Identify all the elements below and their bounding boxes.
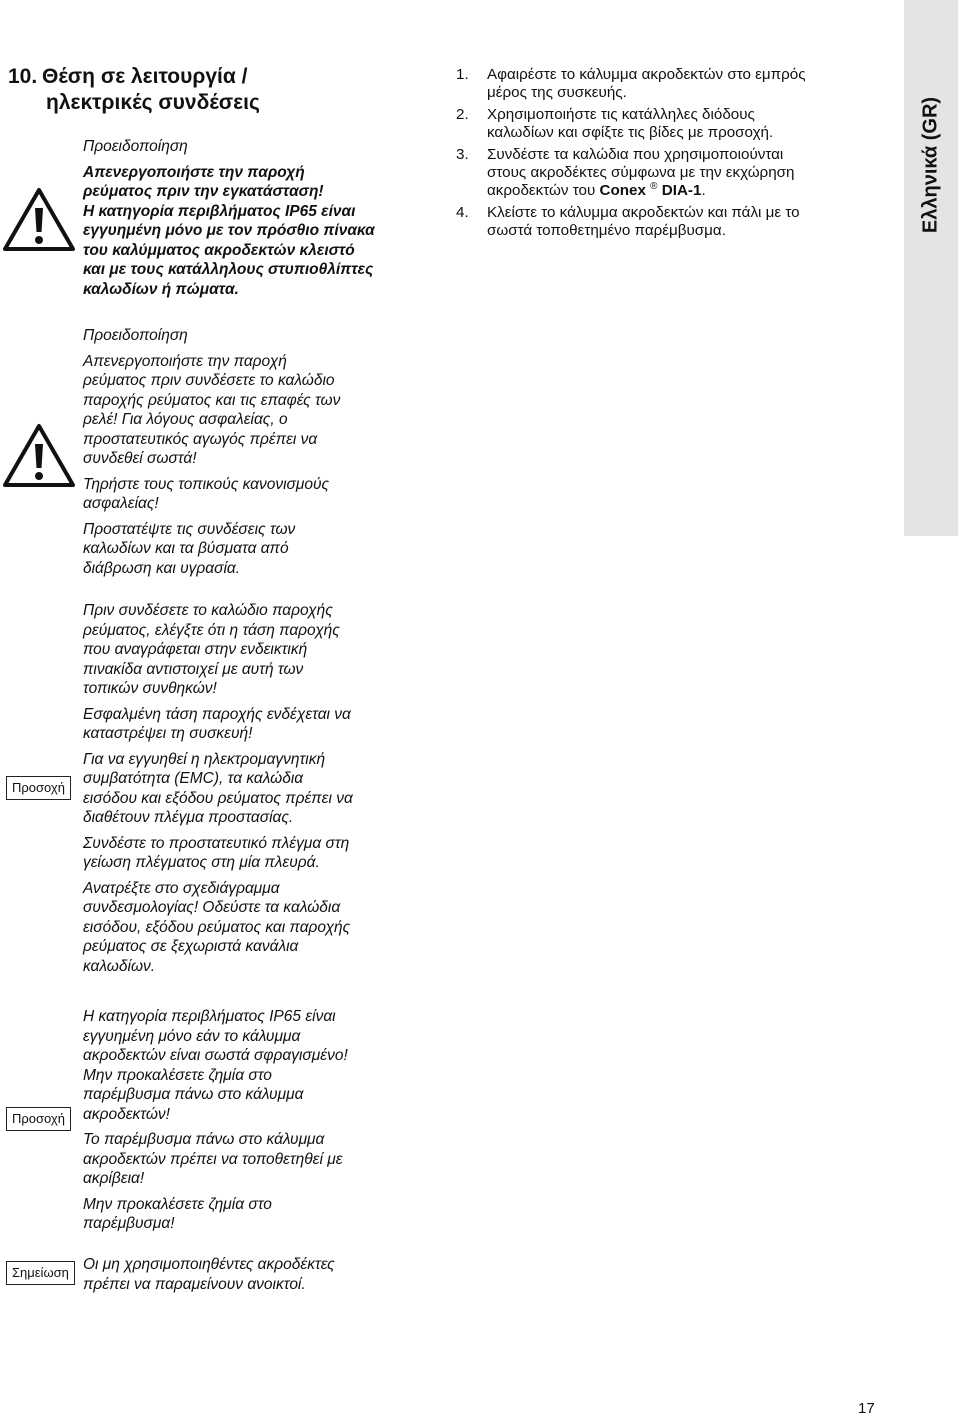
caution-text: Εσφαλμένη τάση παροχής ενδέχεται να καταστρέψει τη συσκευή! [83, 705, 351, 742]
warning-block-1 [83, 137, 443, 305]
registered-mark: ® [650, 180, 658, 192]
caution-block-2 [83, 1007, 443, 1240]
page-number: 17 [858, 1400, 875, 1417]
note-block [83, 1255, 443, 1300]
warning-text: Τηρήστε τους τοπικούς κανονισμούς ασφαλείας! [83, 475, 330, 512]
language-sidebar [904, 0, 958, 536]
brand-name: Conex [599, 182, 646, 199]
warning-heading: Προειδοποίηση [83, 138, 188, 155]
section-title [8, 64, 260, 116]
caution-text: Πριν συνδέσετε το καλώδιο παροχής ρεύματος, ελέγξτε ότι η τάση παροχής που αναγράφεται στην ενδεικτική πινακίδα αντιστοιχεί με αυτή των τοπικών συνθηκών! [83, 602, 340, 697]
caution-text: Για να εγγυηθεί η ηλεκτρομαγνητική συμβατότητα (EMC), τα καλώδια εισόδου και εξόδου ρεύματος πρέπει να διαθέτουν πλέγμα προστασίας. [83, 750, 353, 826]
section-title-line1: Θέση σε λειτουργία / [42, 65, 248, 88]
list-item: 1. Αφαιρέστε το κάλυμμα ακροδεκτών στο εμπρός μέρος της συσκευής. [456, 66, 806, 101]
caution-text: Ανατρέξτε στο σχεδιάγραμμα συνδεσμολογίας! Οδεύστε τα καλώδια εισόδου, εξόδου ρεύματος και παροχής ρεύματος σε ξεχωριστά κανάλια καλωδίων. [83, 879, 351, 975]
caution-text: Μην προκαλέσετε ζημία στο παρέμβυσμα! [83, 1195, 272, 1232]
list-item: 4. Κλείστε το κάλυμμα ακροδεκτών και πάλι με το σωστά τοποθετημένο παρέμβυσμα. [456, 204, 800, 239]
caution-text: Η κατηγορία περιβλήματος IP65 είναι εγγυημένη μόνο εάν το κάλυμμα ακροδεκτών είναι σωστά σφραγισμένο! Μην προκαλέσετε ζημία στο παρέμβυσμα πάνω στο κάλυμμα ακροδεκτών! [83, 1008, 348, 1123]
warning-triangle-icon [2, 422, 76, 488]
caution-text: Συνδέστε το προστατευτικό πλέγμα στη γείωση πλέγματος στη μία πλευρά. [83, 834, 350, 871]
warning-block-2 [83, 326, 443, 584]
list-item: 2. Χρησιμοποιήστε τις κατάλληλες διόδους καλωδίων και σφίξτε τις βίδες με προσοχή. [456, 106, 774, 141]
warning-text: Προστατέψτε τις συνδέσεις των καλωδίων και τα βύσματα από διάβρωση και υγρασία. [83, 520, 296, 577]
warning-triangle-icon [2, 186, 76, 252]
list-item: 3. Συνδέστε τα καλώδια που χρησιμοποιούνται στους ακροδέκτες σύμφωνα με την εκχώρηση ακροδεκτών του Conex ® DIA-1. [456, 146, 795, 199]
caution-badge: Προσοχή [6, 776, 71, 800]
model-name: DIA-1 [661, 182, 702, 199]
caution-block-1 [83, 601, 443, 982]
warning-text: Απενεργοποιήστε την παροχή ρεύματος πριν συνδέσετε το καλώδιο παροχής ρεύματος και τις επαφές των ρελέ! Για λόγους ασφαλείας, ο προστατευτικός αγωγός πρέπει να συνδεθεί σωστά! [83, 352, 341, 467]
section-number: 10. [8, 65, 38, 88]
note-text: Οι μη χρησιμοποιηθέντες ακροδέκτες πρέπει να παραμείνουν ανοικτοί. [83, 1256, 335, 1293]
note-badge: Σημείωση [6, 1261, 75, 1285]
caution-text: Το παρέμβυσμα πάνω στο κάλυμμα ακροδεκτών πρέπει να τοποθετηθεί με ακρίβεια! [83, 1131, 343, 1187]
caution-badge: Προσοχή [6, 1107, 71, 1131]
steps-list [456, 66, 876, 244]
language-label: Ελληνικά (GR) [919, 96, 942, 234]
section-title-line2: ηλεκτρικές συνδέσεις [46, 91, 260, 114]
warning-heading: Προειδοποίηση [83, 327, 188, 344]
warning-text: Απενεργοποιήστε την παροχή ρεύματος πριν την εγκατάσταση! Η κατηγορία περιβλήματος IP65 είναι εγγυημένη μόνο με τον πρόσθιο πίνακα του καλύμματος ακροδεκτών κλειστό και με τους κατάλληλους στυπιοθλίπτες καλωδίων ή πώματα. [83, 163, 375, 298]
